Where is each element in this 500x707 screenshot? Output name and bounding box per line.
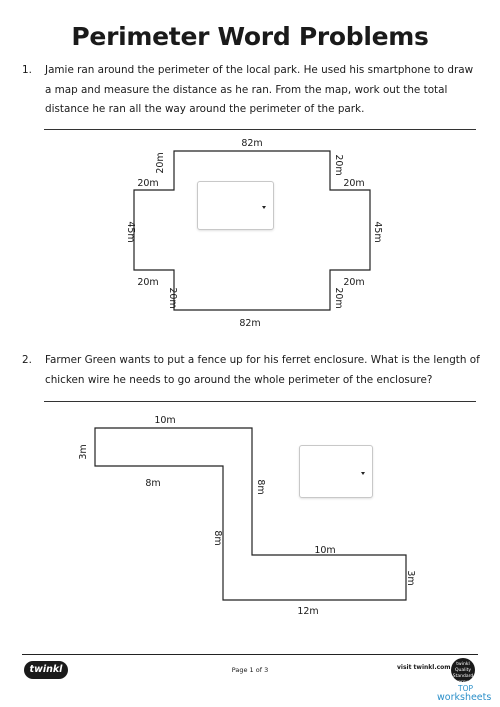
visit-link[interactable]: visit twinkl.com — [397, 664, 451, 671]
q1-label-top-left-horizontal: 20m — [137, 178, 159, 189]
q1-label-top-right-vertical: 20m — [333, 154, 344, 176]
quality-badge: twinkl Quality Standard Approved — [451, 658, 475, 682]
q2-label-left: 3m — [78, 444, 89, 460]
q1-label-bottom-right-vertical: 20m — [333, 287, 344, 309]
page-number: Page 1 of 3 — [231, 666, 269, 674]
q1-label-top-right-horizontal: 20m — [343, 178, 365, 189]
chevron-down-icon — [361, 472, 365, 475]
q1-label-bottom-right-horizontal: 20m — [343, 277, 365, 288]
q2-label-inner-vertical: 8m — [212, 530, 223, 546]
q1-label-top: 82m — [241, 138, 263, 149]
q2-label-top: 10m — [154, 415, 176, 426]
topworksheets-top: TOP — [458, 684, 474, 693]
footer-divider — [22, 654, 478, 655]
q1-label-bottom-left-vertical: 20m — [167, 287, 178, 309]
question-1-answer-dropdown[interactable] — [197, 181, 274, 230]
q2-label-inner-horizontal: 8m — [145, 478, 161, 489]
q2-label-right-vertical: 8m — [255, 479, 266, 495]
q1-label-top-left-vertical: 20m — [155, 152, 166, 174]
q1-label-bottom: 82m — [239, 318, 261, 329]
chevron-down-icon — [262, 206, 266, 209]
q2-label-bottom: 12m — [297, 606, 319, 617]
question-2-divider — [44, 401, 476, 402]
q2-label-far-right: 3m — [405, 570, 416, 586]
q2-label-mid-horizontal: 10m — [314, 545, 336, 556]
topworksheets-logo[interactable]: worksheets — [437, 692, 492, 703]
q1-label-left: 45m — [125, 221, 136, 243]
question-2-answer-dropdown[interactable] — [299, 445, 373, 498]
q1-label-bottom-left-horizontal: 20m — [137, 277, 159, 288]
question-2-text: Farmer Green wants to put a fence up for his ferret enclosure. What is the length of chicken wire he needs to go around the whole perimeter of the enclosure? — [45, 354, 480, 386]
question-2-number: 2. — [22, 354, 32, 366]
question-1-number: 1. — [22, 64, 32, 76]
page-title: Perimeter Word Problems — [71, 22, 429, 51]
question-1-text: Jamie ran around the perimeter of the local park. He used his smartphone to draw a map and measure the distance as he ran. From the map, work out the total distance he ran all the way around the perimeter of the park. — [45, 64, 474, 115]
twinkl-logo: twinkl — [24, 661, 68, 679]
q1-label-right: 45m — [372, 221, 383, 243]
